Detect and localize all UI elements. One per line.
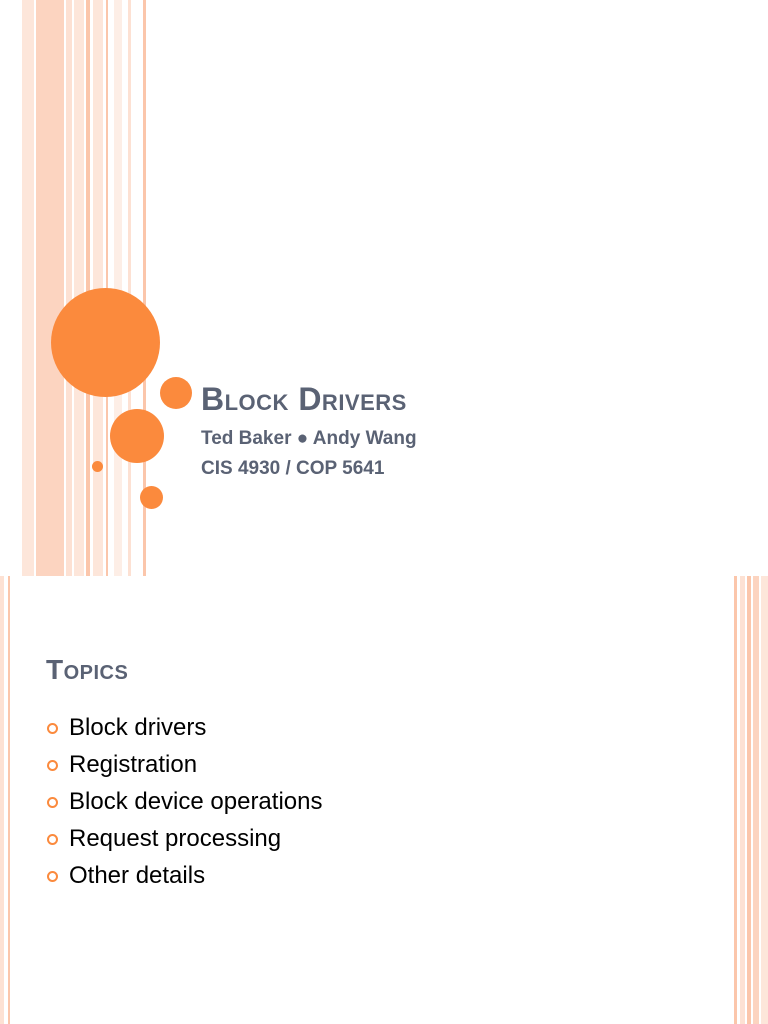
decorative-circle-large — [51, 288, 160, 397]
course-code: CIS 4930 / COP 5641 — [201, 458, 385, 479]
list-item-label: Block drivers — [69, 714, 207, 741]
decorative-circle-small — [140, 486, 163, 509]
bullet-icon — [47, 760, 58, 771]
slide-title: Topics — [46, 654, 129, 685]
decorative-stripe — [753, 576, 759, 1024]
decorative-stripe — [74, 0, 84, 576]
topics-slide — [0, 576, 768, 1024]
decorative-stripe — [36, 0, 64, 576]
decorative-stripe — [0, 576, 4, 1024]
bullet-icon — [47, 723, 58, 734]
decorative-stripe — [86, 0, 90, 576]
bullet-icon — [47, 871, 58, 882]
list-item — [47, 713, 322, 750]
decorative-circle-medium — [110, 409, 164, 463]
decorative-stripe — [734, 576, 737, 1024]
decorative-stripe — [761, 576, 768, 1024]
authors: Ted Baker ● Andy Wang — [201, 428, 417, 449]
list-item-label: Block device operations — [69, 788, 323, 815]
list-item — [47, 787, 322, 824]
list-item — [47, 750, 322, 787]
decorative-stripe — [8, 576, 10, 1024]
decorative-stripe — [747, 576, 751, 1024]
decorative-circle-small — [160, 377, 192, 409]
list-item-label: Other details — [69, 862, 206, 889]
list-item-label: Registration — [69, 751, 198, 778]
decorative-stripe — [66, 0, 72, 576]
decorative-circle-tiny — [92, 461, 103, 472]
list-item — [47, 861, 322, 898]
slide-title: Block Drivers — [201, 381, 407, 417]
bullet-icon — [47, 797, 58, 808]
decorative-stripe — [128, 0, 131, 576]
decorative-stripe — [22, 0, 34, 576]
list-item — [47, 824, 322, 861]
slide-subtitle — [201, 424, 417, 484]
decorative-stripe — [740, 576, 745, 1024]
bullet-icon — [47, 834, 58, 845]
list-item-label: Request processing — [69, 825, 282, 852]
topics-list — [47, 713, 322, 898]
